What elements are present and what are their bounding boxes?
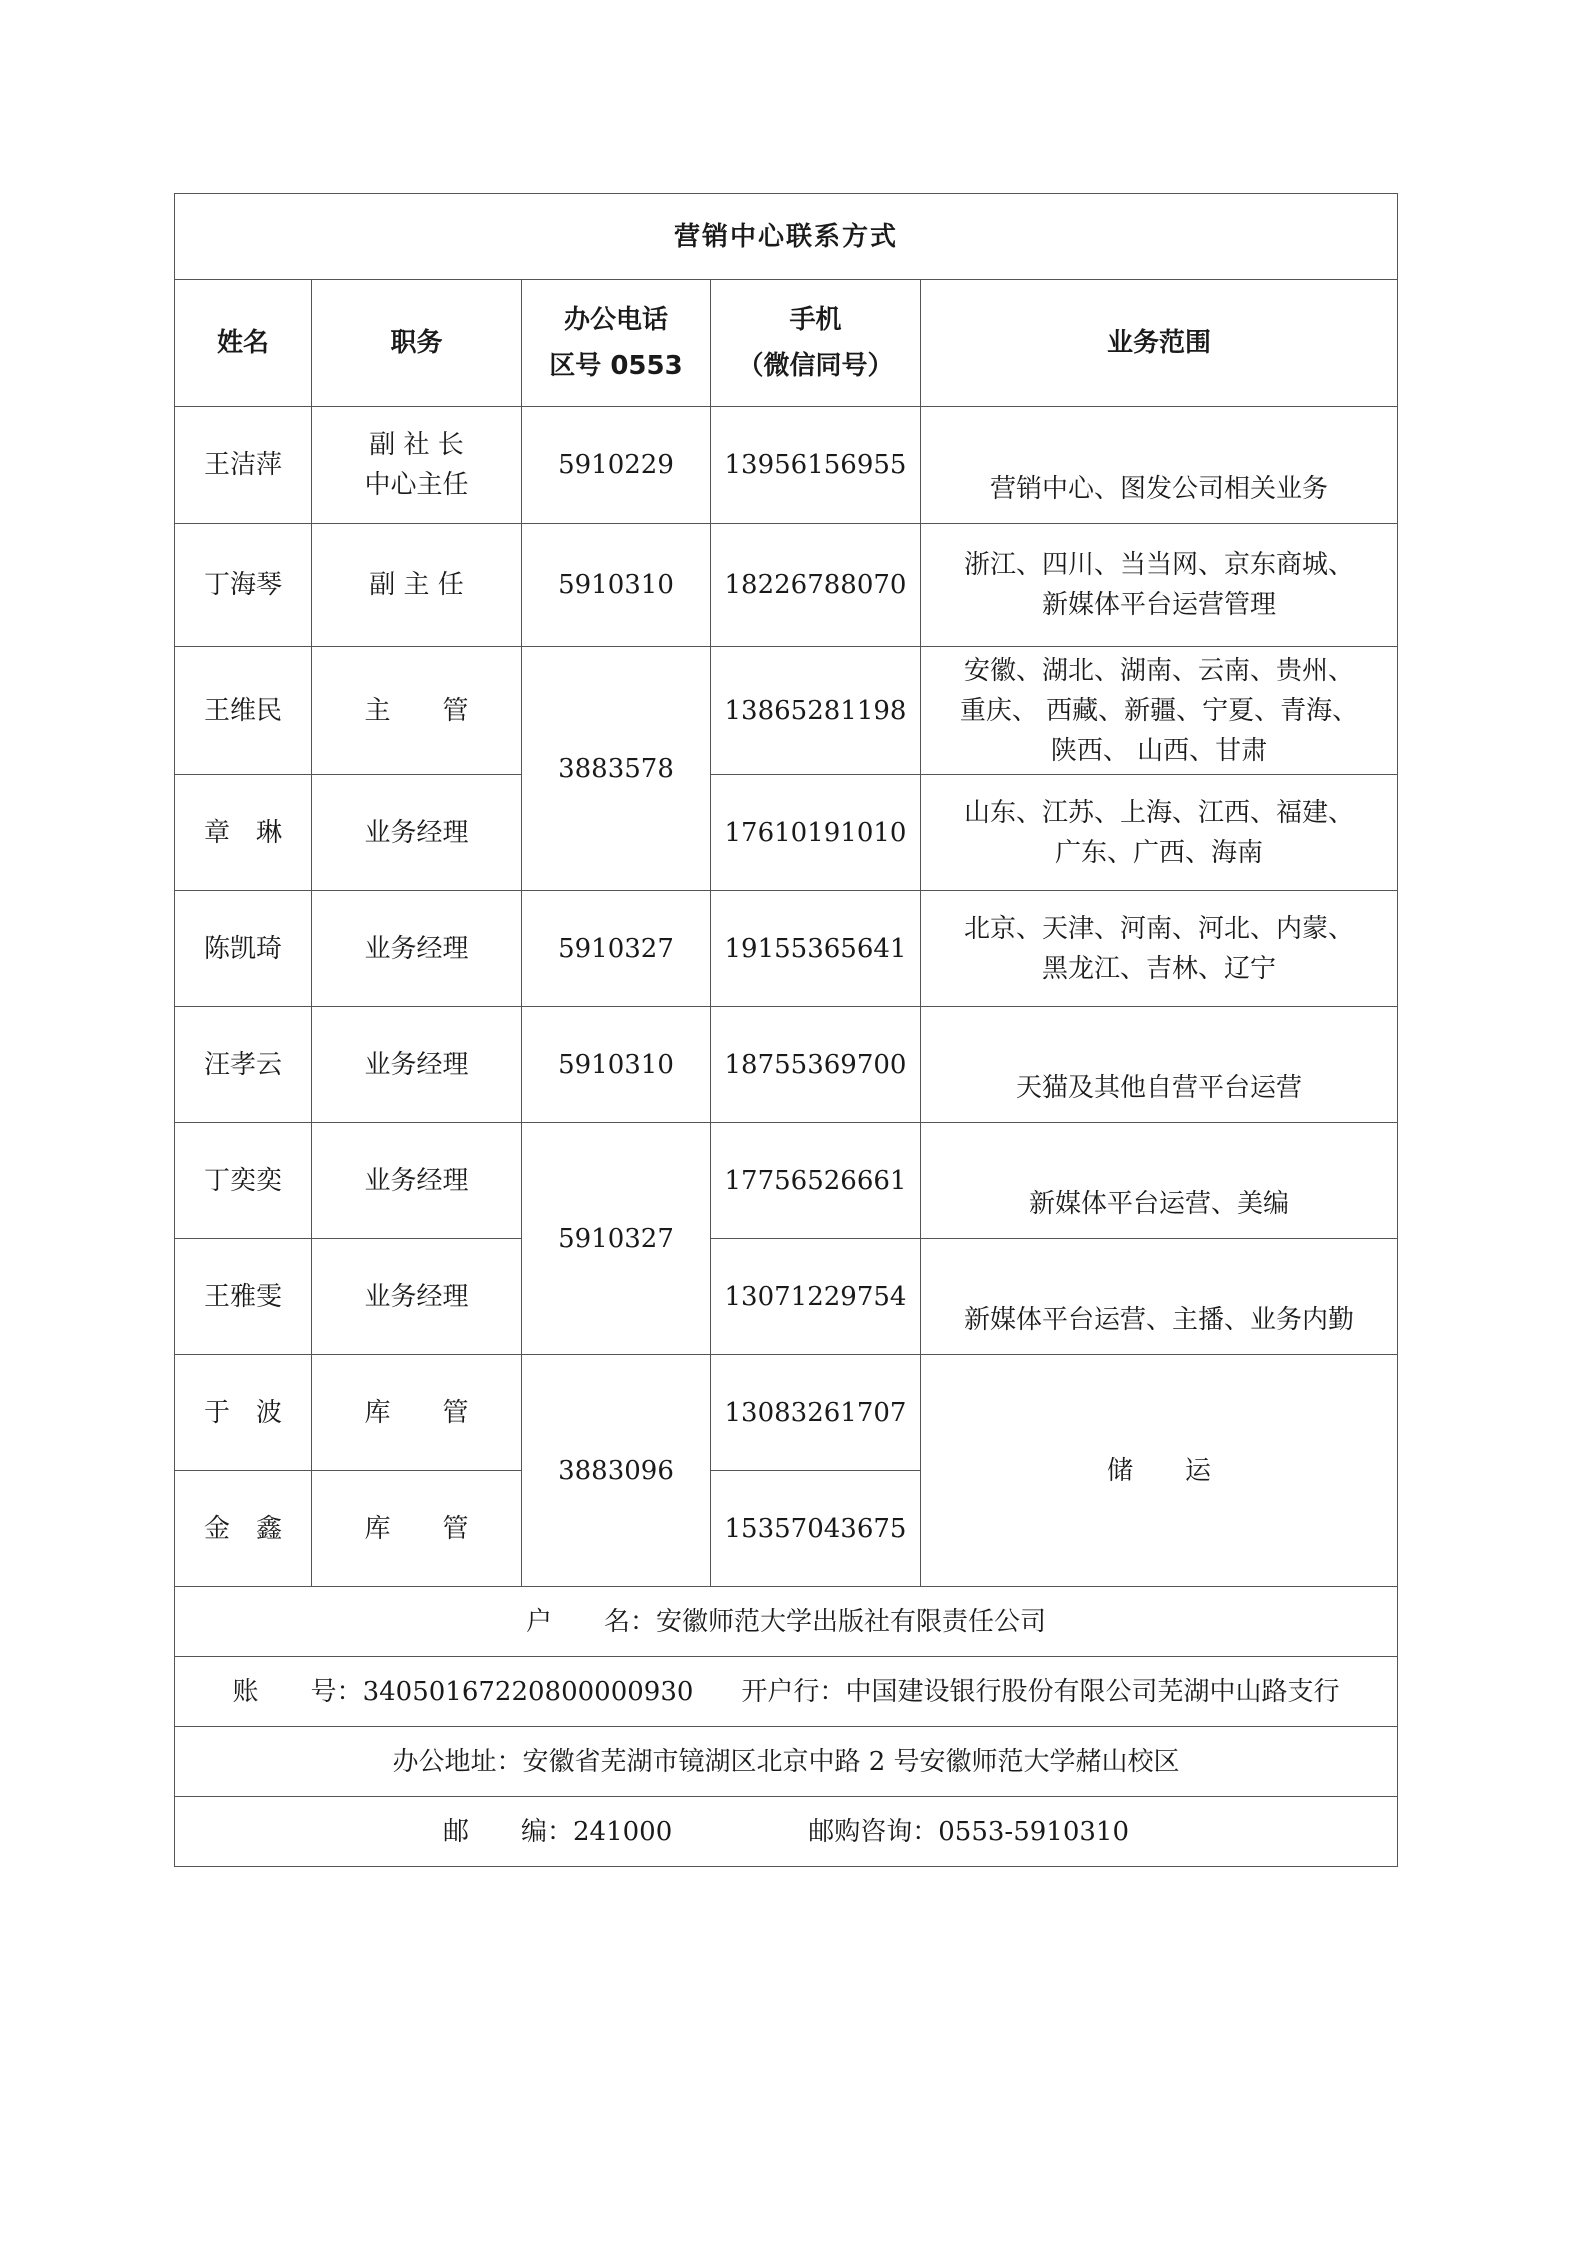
cell-name: 汪孝云 [175,1007,312,1123]
table-row [175,1239,1398,1355]
header-mobile [711,280,921,407]
cell-name: 章 琳 [175,775,312,891]
footer-postcode [175,1797,1398,1867]
cell-position: 业务经理 [312,1123,522,1239]
address-label: 办公地址： [392,1746,523,1777]
cell-name: 丁海琴 [175,524,312,647]
footer-address [175,1727,1398,1797]
mail-order-value: 0553-5910310 [938,1816,1130,1847]
cell-position: 业务经理 [312,1007,522,1123]
header-office-phone-line2: 区号 0553 [549,351,683,381]
cell-position: 业务经理 [312,775,522,891]
cell-mobile: 19155365641 [711,891,921,1007]
page-title: 营销中心联系方式 [175,194,1398,280]
table-row [175,775,1398,891]
postcode-value: 241000 [572,1816,673,1847]
account-no-value: 340501672208000009 [362,1676,661,1707]
cell-scope: 营销中心、图发公司相关业务 [921,407,1398,524]
table-row [175,1007,1398,1123]
table-row [175,891,1398,1007]
account-no-tail: 30 [660,1676,694,1707]
cell-name: 于 波 [175,1355,312,1471]
cell-office-phone: 3883578 [522,647,711,891]
cell-position-line1: 副 社 长 [369,430,464,460]
cell-scope-line2: 新媒体平台运营管理 [1041,590,1276,620]
cell-office-phone: 3883096 [522,1355,711,1587]
cell-name: 丁奕奕 [175,1123,312,1239]
cell-mobile: 13071229754 [711,1239,921,1355]
cell-mobile: 13865281198 [711,647,921,775]
cell-mobile: 18226788070 [711,524,921,647]
table-row [175,647,1398,775]
table-row [175,1123,1398,1239]
cell-office-phone: 5910327 [522,891,711,1007]
header-scope: 业务范围 [921,280,1398,407]
cell-mobile: 13083261707 [711,1355,921,1471]
cell-name: 王雅雯 [175,1239,312,1355]
account-no-label: 账 号： [232,1676,363,1707]
account-name-value: 安徽师范大学出版社有限责任公司 [656,1606,1047,1637]
cell-name: 陈凯琦 [175,891,312,1007]
cell-position [312,407,522,524]
footer-account-name-row [175,1587,1398,1657]
cell-scope-line1: 浙江、四川、当当网、京东商城、 [963,550,1354,580]
cell-mobile: 13956156955 [711,407,921,524]
cell-scope: 天猫及其他自营平台运营 [921,1007,1398,1123]
cell-position: 库 管 [312,1355,522,1471]
cell-position: 库 管 [312,1471,522,1587]
cell-scope-line2: 重庆、 西藏、新疆、宁夏、青海、 [959,695,1359,726]
cell-name: 金 鑫 [175,1471,312,1587]
cell-office-phone: 5910327 [522,1123,711,1355]
mail-order-label: 邮购咨询： [808,1816,939,1847]
cell-mobile: 17756526661 [711,1123,921,1239]
cell-scope-line1: 北京、天津、河南、河北、内蒙、 [963,913,1354,944]
cell-name: 王洁萍 [175,407,312,524]
cell-scope-line1: 山东、江苏、上海、江西、福建、 [963,797,1354,828]
cell-scope: 新媒体平台运营、主播、业务内勤 [921,1239,1398,1355]
cell-position: 主 管 [312,647,522,775]
header-position: 职务 [312,280,522,407]
cell-scope-line3: 陕西、 山西、甘肃 [1050,735,1268,766]
cell-scope [921,891,1398,1007]
cell-office-phone: 5910310 [522,1007,711,1123]
bank-label: 开户行： [741,1676,846,1707]
table-row [175,1355,1398,1471]
footer-account [175,1657,1398,1727]
cell-scope: 储 运 [921,1355,1398,1587]
cell-scope [921,524,1398,647]
cell-position: 业务经理 [312,891,522,1007]
cell-position-line2: 中心主任 [364,470,469,500]
cell-scope-line1: 安徽、湖北、湖南、云南、贵州、 [963,655,1354,686]
cell-office-phone: 5910310 [522,524,711,647]
contact-table [174,193,1398,1867]
footer-account-row [175,1657,1398,1727]
cell-name: 王维民 [175,647,312,775]
cell-position: 业务经理 [312,1239,522,1355]
cell-mobile: 17610191010 [711,775,921,891]
cell-mobile: 18755369700 [711,1007,921,1123]
footer-account-name [175,1587,1398,1657]
cell-scope [921,775,1398,891]
header-mobile-line2: （微信同号） [737,351,894,381]
address-value: 安徽省芜湖市镜湖区北京中路 2 号安徽师范大学赭山校区 [522,1746,1180,1777]
cell-scope [921,647,1398,775]
header-office-phone [522,280,711,407]
cell-mobile: 15357043675 [711,1471,921,1587]
header-mobile-line1: 手机 [789,305,842,335]
cell-office-phone: 5910229 [522,407,711,524]
table-row [175,524,1398,647]
cell-position: 副 主 任 [312,524,522,647]
header-name: 姓名 [175,280,312,407]
bank-value: 中国建设银行股份有限公司芜湖中山路支行 [845,1676,1340,1707]
header-row [175,280,1398,407]
postcode-label: 邮 编： [442,1816,573,1847]
table-row [175,407,1398,524]
cell-scope: 新媒体平台运营、美编 [921,1123,1398,1239]
account-name-label: 户 名： [525,1606,656,1637]
cell-scope-line2: 广东、广西、海南 [1054,837,1263,868]
header-office-phone-line1: 办公电话 [563,305,668,335]
footer-address-row [175,1727,1398,1797]
cell-scope-line2: 黑龙江、吉林、辽宁 [1041,953,1276,984]
footer-postcode-row [175,1797,1398,1867]
